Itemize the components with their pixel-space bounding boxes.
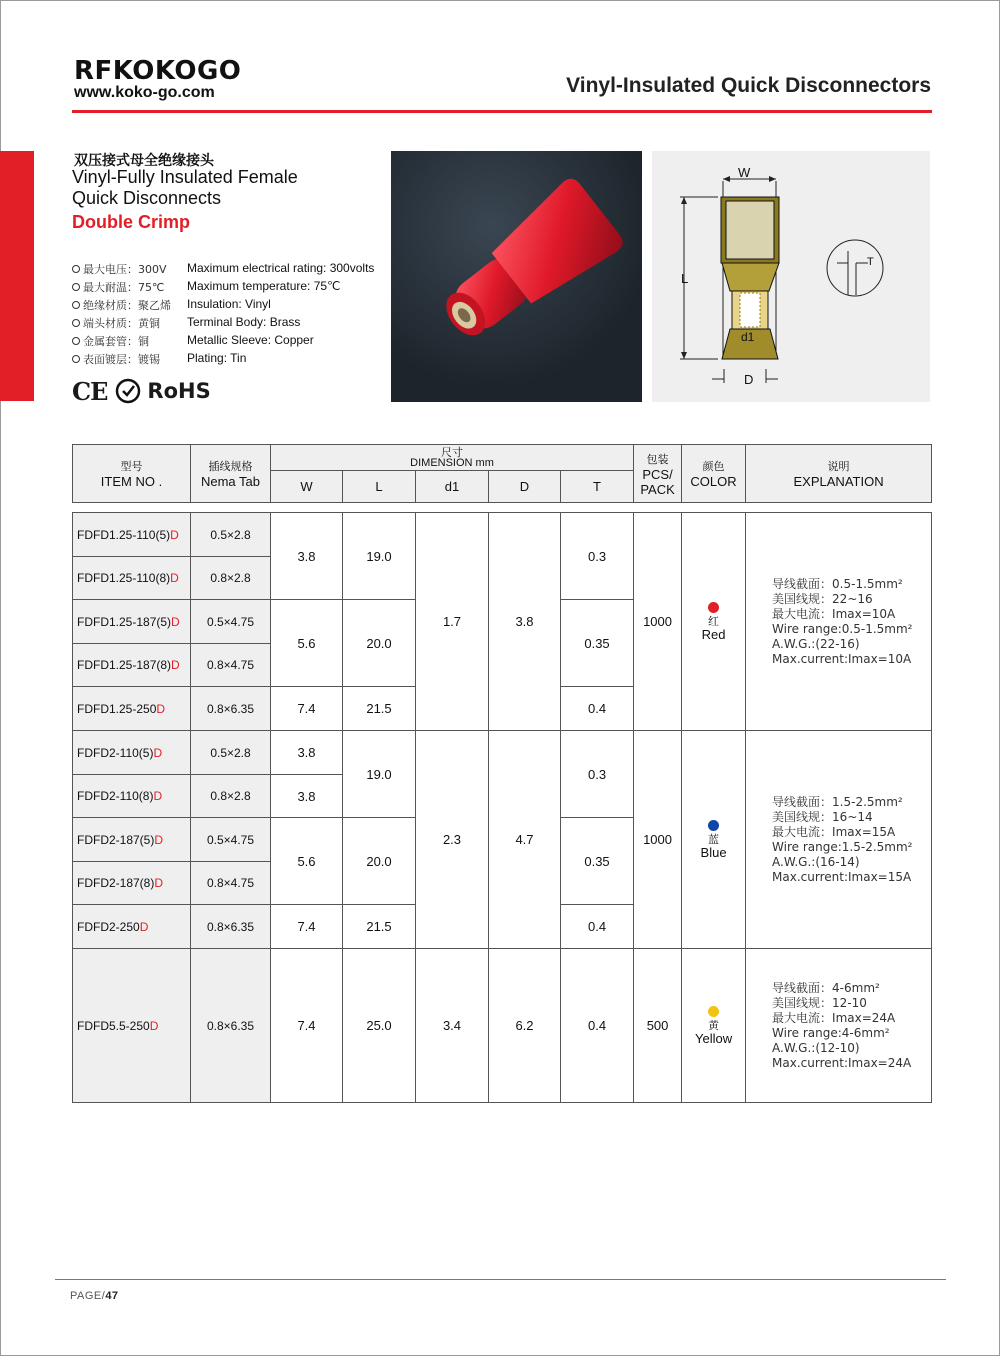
table-row [73, 949, 932, 1103]
pcs-pack: 500 [634, 949, 682, 1103]
explanation: 导线截面：1.5-2.5mm² 美国线规：16~14 最大电流：Imax=15A Wire range:1.5-2.5mm² A.W.G.:(16-14) Max.current:Imax=15A [746, 731, 932, 949]
spec-cn: 绝缘材质：聚乙烯 [83, 299, 171, 312]
explanation: 导线截面：4-6mm² 美国线规：12-10 最大电流：Imax=24A Wire range:4-6mm² A.W.G.:(12-10) Max.current:Imax=24A [746, 949, 932, 1103]
nema-tab: 0.8×4.75 [191, 862, 271, 905]
product-photo [391, 151, 642, 402]
bullet-icon [72, 265, 80, 273]
item-no: FDFD1.25-110(5)D [73, 513, 191, 557]
header-explanation: 说明 EXPLANATION [746, 445, 932, 503]
technical-drawing [652, 151, 930, 402]
drawing-label-t: T [867, 256, 874, 268]
table-header-row [73, 445, 932, 471]
dim-w: 3.8 [271, 775, 343, 818]
dim-d: 4.7 [489, 731, 561, 949]
dim-l: 21.5 [343, 905, 416, 949]
dim-w: 7.4 [271, 949, 343, 1103]
dim-w: 5.6 [271, 600, 343, 687]
bullet-icon [72, 283, 80, 291]
drawing-label-l: L [681, 271, 689, 286]
dim-d1: 1.7 [416, 513, 489, 731]
drawing-label-d: D [744, 372, 754, 387]
item-no: FDFD1.25-187(8)D [73, 644, 191, 687]
dimension-drawing [652, 151, 930, 402]
nema-tab: 0.5×2.8 [191, 513, 271, 557]
dim-t: 0.35 [561, 600, 634, 687]
item-no: FDFD1.25-250D [73, 687, 191, 731]
drawing-label-w: W [738, 165, 751, 180]
spec-en: Insulation: Vinyl [187, 297, 271, 311]
page-header-title: Vinyl-Insulated Quick Disconnectors [566, 74, 931, 97]
bullet-icon [72, 319, 80, 327]
header-item: 型号 ITEM NO . [73, 445, 191, 503]
spec-cn: 表面镀层：镀锡 [83, 353, 160, 366]
item-no: FDFD1.25-110(8)D [73, 557, 191, 600]
nema-tab: 0.8×2.8 [191, 775, 271, 818]
blue-dot-icon [708, 820, 719, 831]
spec-cn: 最大电压：300V [83, 263, 167, 276]
item-no: FDFD5.5-250D [73, 949, 191, 1103]
website-link[interactable]: www.koko-go.com [74, 84, 215, 101]
dim-t: 0.4 [561, 687, 634, 731]
dim-w: 3.8 [271, 513, 343, 600]
pcs-pack: 1000 [634, 513, 682, 731]
spec-en: Metallic Sleeve: Copper [187, 333, 314, 347]
header-w: W [271, 471, 343, 503]
header-d1: d1 [416, 471, 489, 503]
nema-tab: 0.8×6.35 [191, 905, 271, 949]
spec-cn: 金属套管：铜 [83, 335, 149, 348]
dim-t: 0.4 [561, 949, 634, 1103]
color-cell: 黄 Yellow [682, 949, 746, 1103]
dim-d: 6.2 [489, 949, 561, 1103]
footer-divider [55, 1279, 946, 1280]
item-no: FDFD2-110(8)D [73, 775, 191, 818]
yellow-dot-icon [708, 1006, 719, 1017]
header-pack: 包装 PCS/ PACK [634, 445, 682, 503]
header-color: 颜色 COLOR [682, 445, 746, 503]
product-title-cn: 双压接式母全绝缘接头 [74, 153, 214, 169]
dim-t: 0.4 [561, 905, 634, 949]
drawing-label-d1: d1 [741, 330, 755, 344]
page-number: PAGE/47 [70, 1290, 119, 1302]
spec-en: Plating: Tin [187, 351, 247, 365]
pcs-pack: 1000 [634, 731, 682, 949]
product-subtitle: Double Crimp [72, 212, 191, 232]
nema-tab: 0.5×4.75 [191, 818, 271, 862]
bullet-icon [72, 337, 80, 345]
item-no: FDFD1.25-187(5)D [73, 600, 191, 644]
red-dot-icon [708, 602, 719, 613]
spec-table [72, 444, 932, 1103]
dim-t: 0.3 [561, 513, 634, 600]
dim-d1: 3.4 [416, 949, 489, 1103]
dim-l: 21.5 [343, 687, 416, 731]
spec-en: Maximum electrical rating: 300volts [187, 261, 375, 275]
dim-t: 0.3 [561, 731, 634, 818]
product-title-en [72, 167, 298, 209]
bullet-icon [72, 301, 80, 309]
nema-tab: 0.8×6.35 [191, 949, 271, 1103]
nema-tab: 0.5×2.8 [191, 731, 271, 775]
dim-w: 7.4 [271, 905, 343, 949]
nema-tab: 0.8×2.8 [191, 557, 271, 600]
nema-tab: 0.8×6.35 [191, 687, 271, 731]
header-dimension: 尺寸 DIMENSION mm [271, 445, 634, 471]
nema-tab: 0.5×4.75 [191, 600, 271, 644]
dim-d: 3.8 [489, 513, 561, 731]
explanation: 导线截面：0.5-1.5mm² 美国线规：22~16 最大电流：Imax=10A Wire range:0.5-1.5mm² A.W.G.:(22-16) Max.current:Imax=10A [746, 513, 932, 731]
rohs-mark: RoHS [147, 379, 211, 403]
spec-en: Terminal Body: Brass [187, 315, 301, 329]
red-connector-image [391, 151, 642, 402]
dim-d1: 2.3 [416, 731, 489, 949]
table-row [73, 513, 932, 557]
color-cell: 蓝 Blue [682, 731, 746, 949]
spec-cn: 端头材质：黄铜 [83, 317, 160, 330]
dim-w: 7.4 [271, 687, 343, 731]
dim-w: 5.6 [271, 818, 343, 905]
spec-cn: 最大耐温：75℃ [83, 281, 165, 294]
item-no: FDFD2-187(8)D [73, 862, 191, 905]
header-divider [72, 110, 932, 113]
product-title-en-line1: Vinyl-Fully Insulated Female [72, 167, 298, 187]
rohs-seal-icon [115, 378, 141, 404]
dim-l: 19.0 [343, 731, 416, 818]
spec-en: Maximum temperature: 75℃ [187, 279, 341, 293]
header-t: T [561, 471, 634, 503]
brand-logo: RFKOKOGO [74, 56, 242, 86]
table-row [73, 731, 932, 775]
dim-l: 25.0 [343, 949, 416, 1103]
item-no: FDFD2-187(5)D [73, 818, 191, 862]
header-l: L [343, 471, 416, 503]
side-accent-bar [0, 151, 34, 401]
product-title-en-line2: Quick Disconnects [72, 188, 222, 208]
dim-l: 20.0 [343, 600, 416, 687]
nema-tab: 0.8×4.75 [191, 644, 271, 687]
certifications [72, 376, 211, 406]
ce-mark: CE [72, 376, 108, 406]
dim-t: 0.35 [561, 818, 634, 905]
header-d: D [489, 471, 561, 503]
dim-l: 20.0 [343, 818, 416, 905]
item-no: FDFD2-250D [73, 905, 191, 949]
item-no: FDFD2-110(5)D [73, 731, 191, 775]
color-cell: 红 Red [682, 513, 746, 731]
dim-w: 3.8 [271, 731, 343, 775]
dim-l: 19.0 [343, 513, 416, 600]
header-nema: 插线规格 Nema Tab [191, 445, 271, 503]
bullet-icon [72, 355, 80, 363]
